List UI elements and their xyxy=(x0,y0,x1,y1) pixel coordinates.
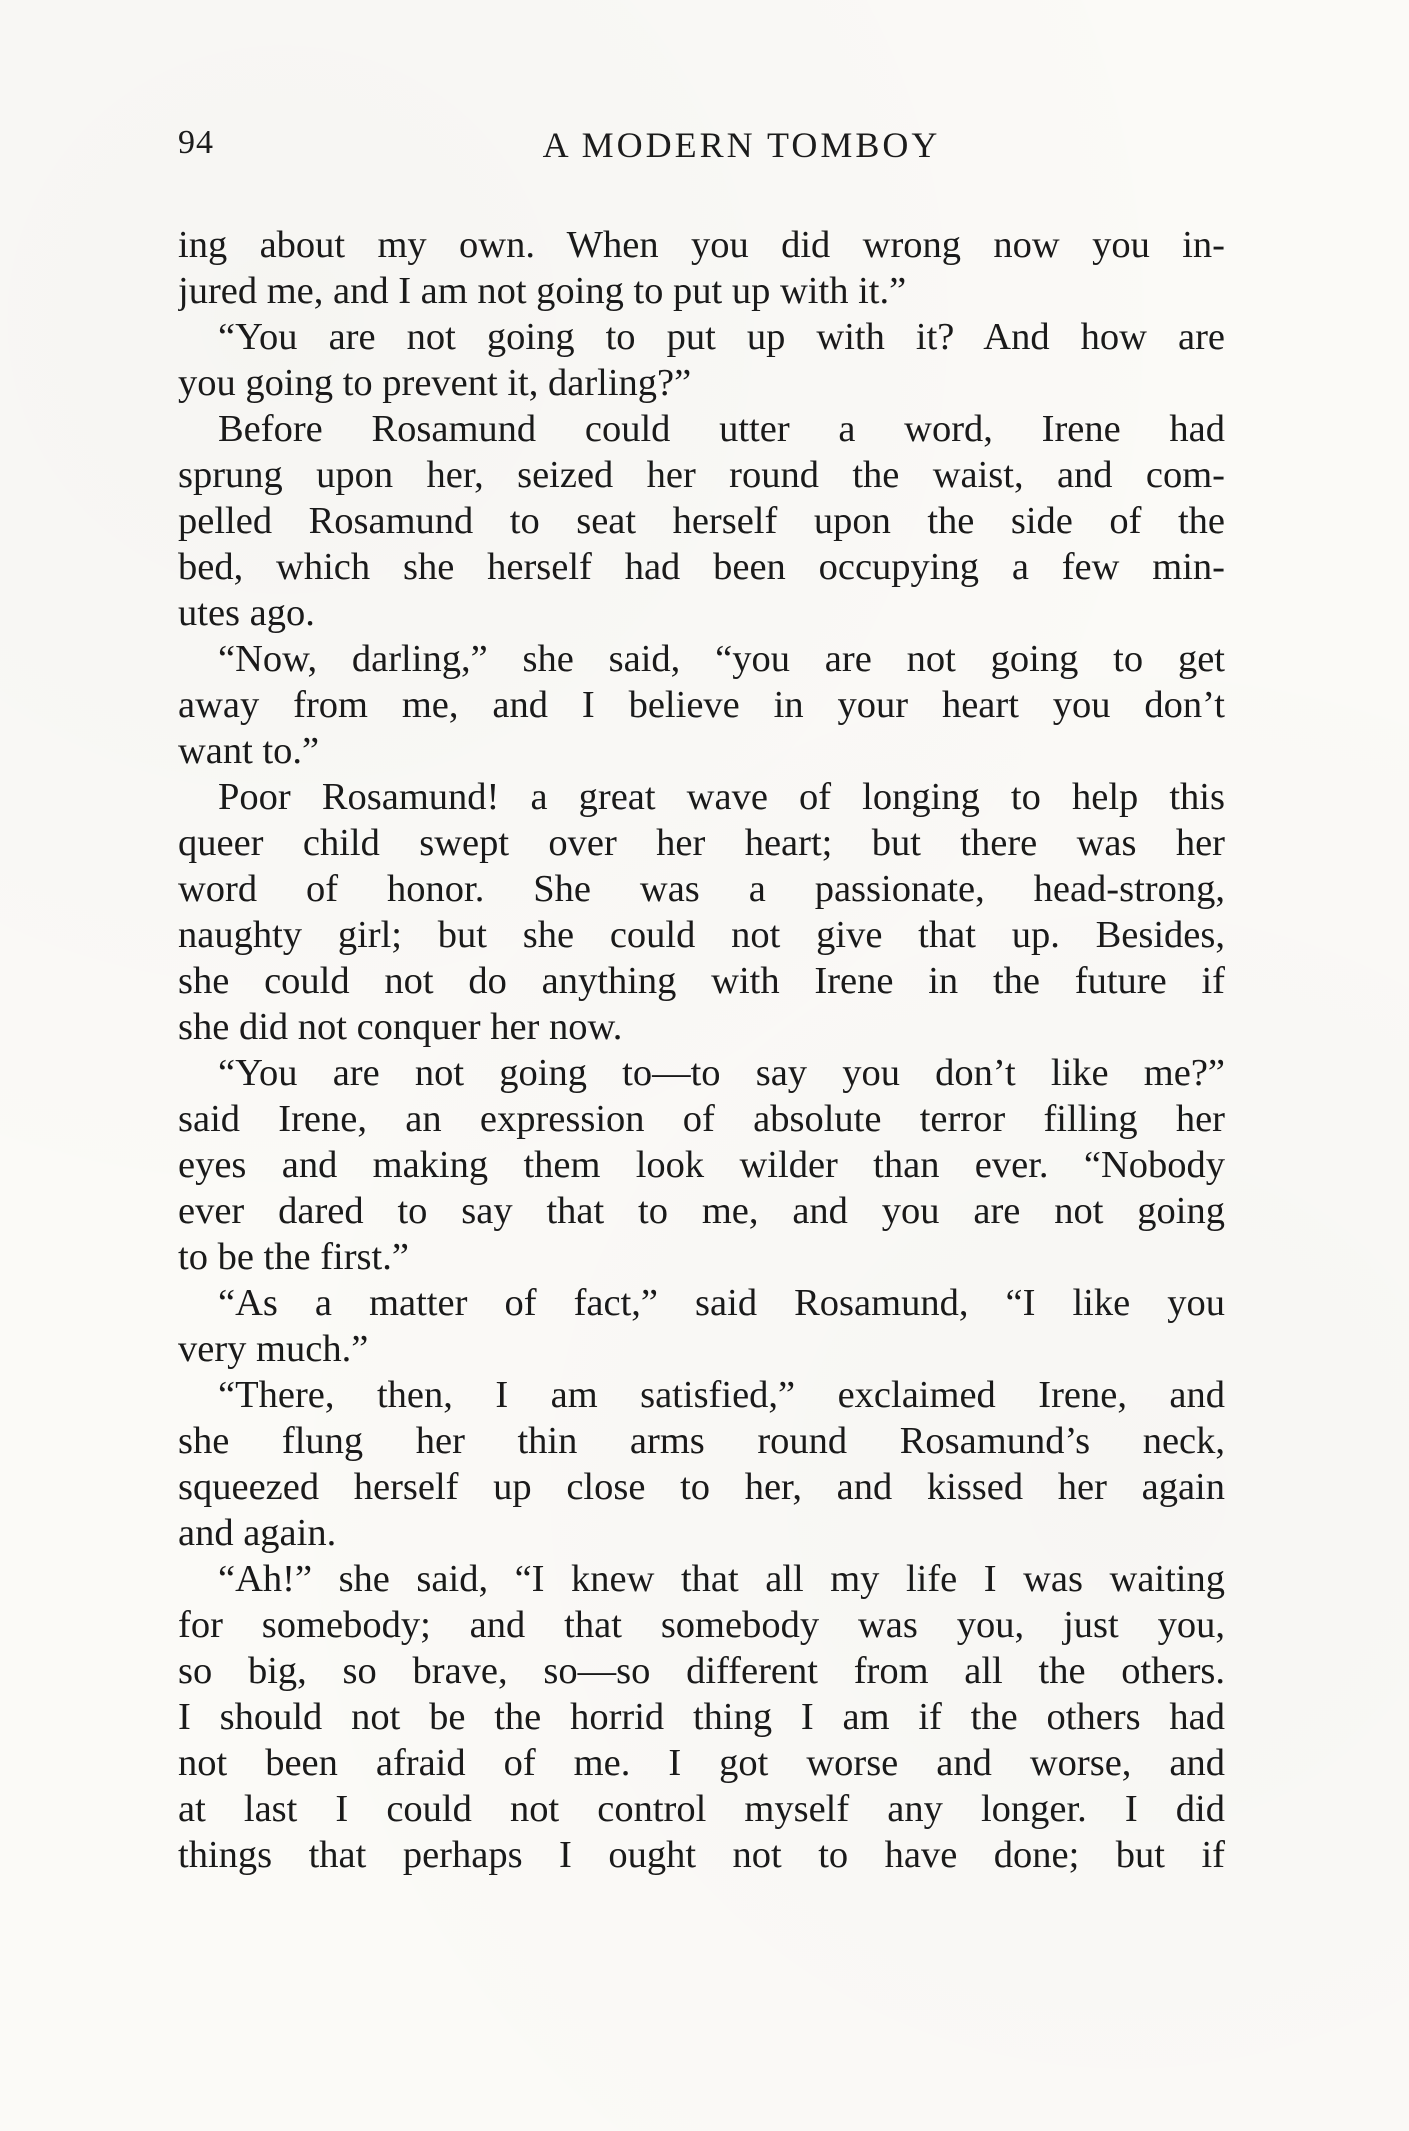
text-line: so big, so brave, so—so different from all the others. xyxy=(178,1650,1225,1692)
body-text xyxy=(178,222,1225,1878)
running-head: A MODERN TOMBOY xyxy=(542,125,941,165)
text-line: things that perhaps I ought not to have done; but if xyxy=(178,1834,1225,1876)
text-line: I should not be the horrid thing I am if the others had xyxy=(178,1696,1225,1738)
page-header xyxy=(178,124,1225,174)
text-line: at last I could not control myself any longer. I did xyxy=(178,1788,1225,1830)
text-line: she could not do anything with Irene in the future if xyxy=(178,960,1225,1002)
text-line: queer child swept over her heart; but there was her xyxy=(178,822,1225,864)
text-line: very much.” xyxy=(178,1328,369,1370)
text-line: “You are not going to put up with it? And how are xyxy=(218,316,1225,358)
text-line: ing about my own. When you did wrong now you in- xyxy=(178,224,1225,266)
text-line: want to.” xyxy=(178,730,320,772)
text-line: pelled Rosamund to seat herself upon the side of the xyxy=(178,500,1225,542)
text-line: Before Rosamund could utter a word, Irene had xyxy=(218,408,1225,450)
text-line: “Now, darling,” she said, “you are not going to get xyxy=(218,638,1225,680)
text-line: and again. xyxy=(178,1512,337,1554)
page-number: 94 xyxy=(178,124,214,161)
text-line: “You are not going to—to say you don’t like me?” xyxy=(218,1052,1225,1094)
text-line: you going to prevent it, darling?” xyxy=(178,362,692,404)
text-line: word of honor. She was a passionate, head-strong, xyxy=(178,868,1225,910)
text-line: ever dared to say that to me, and you are not going xyxy=(178,1190,1225,1232)
text-line: naughty girl; but she could not give that up. Besides, xyxy=(178,914,1225,956)
text-line: bed, which she herself had been occupying a few min- xyxy=(178,546,1225,588)
text-line: “As a matter of fact,” said Rosamund, “I like you xyxy=(218,1282,1225,1324)
text-line: sprung upon her, seized her round the waist, and com- xyxy=(178,454,1225,496)
text-line: Poor Rosamund! a great wave of longing to help this xyxy=(218,776,1225,818)
text-line: to be the first.” xyxy=(178,1236,409,1278)
text-line: she did not conquer her now. xyxy=(178,1006,623,1048)
text-line: said Irene, an expression of absolute terror filling her xyxy=(178,1098,1225,1140)
text-line: she flung her thin arms round Rosamund’s neck, xyxy=(178,1420,1225,1462)
text-line: not been afraid of me. I got worse and worse, and xyxy=(178,1742,1225,1784)
text-line: for somebody; and that somebody was you, just you, xyxy=(178,1604,1225,1646)
text-line: squeezed herself up close to her, and kissed her again xyxy=(178,1466,1225,1508)
text-line: away from me, and I believe in your heart you don’t xyxy=(178,684,1225,726)
text-line: jured me, and I am not going to put up with it.” xyxy=(178,270,907,312)
text-line: “There, then, I am satisfied,” exclaimed Irene, and xyxy=(218,1374,1225,1416)
text-line: “Ah!” she said, “I knew that all my life I was waiting xyxy=(218,1558,1225,1600)
text-line: utes ago. xyxy=(178,592,315,634)
text-line: eyes and making them look wilder than ever. “Nobody xyxy=(178,1144,1225,1186)
